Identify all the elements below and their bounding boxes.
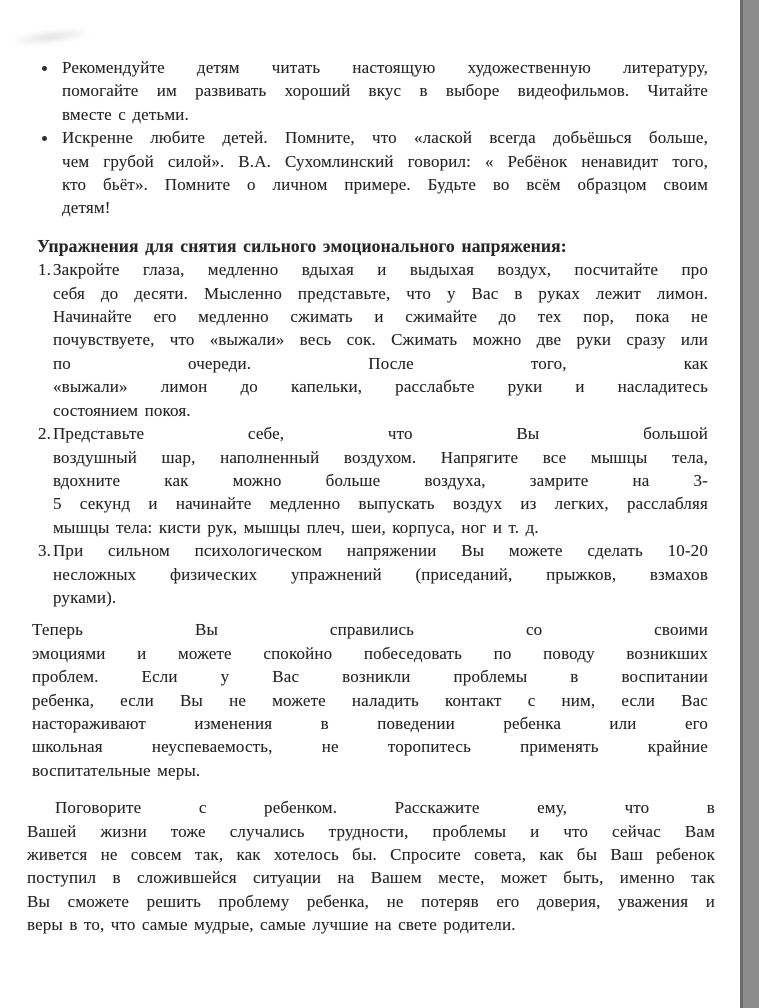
text-line: руками). (53, 587, 117, 607)
bullet-list (38, 56, 708, 220)
bullet-item (38, 56, 708, 126)
numbered-item-text (53, 422, 708, 539)
text-line: почувствуете, что «выжали» весь сок. Сжимать можно две руки сразу или (53, 330, 708, 350)
text-line: детям! (62, 198, 111, 218)
right-gutter-strip (740, 0, 759, 1008)
text-line: «выжали» лимон до капельки, расслабьте руки и насладитесь (53, 377, 708, 397)
text-line: 5 секунд и начинайте медленно выпускать воздух из легких, расслабляя (53, 494, 708, 514)
numbered-item (38, 422, 708, 539)
text-line: Искренне любите детей. Помните, что «лаской всегда добьёшься больше, (62, 128, 708, 148)
text-line: мышцы тела: кисти рук, мышцы плеч, шеи, корпуса, ног и т. д. (53, 517, 539, 537)
bullet-item-text (62, 126, 708, 220)
text-line: Представьте себе, что Вы большой (53, 424, 708, 444)
section-heading: Упражнения для снятия сильного эмоционального напряжения: (37, 235, 567, 256)
text-line: школьная неуспеваемость, не торопитесь применять крайние (32, 737, 708, 757)
text-line: Вашей жизни тоже случались трудности, проблемы и что сейчас Вам (27, 821, 715, 841)
text-line: Вы сможете решить проблему ребенка, не потеряв его доверия, уважения и (27, 891, 715, 911)
bullet-dot-icon (42, 136, 47, 141)
text-line: воспитательные меры. (32, 760, 201, 780)
bullet-marker (38, 126, 62, 220)
numbered-item (38, 539, 708, 609)
numbered-item-text (53, 258, 708, 422)
text-line: проблем. Если у Вас возникли проблемы в воспитании (32, 667, 708, 687)
text-line: себя до десяти. Мысленно представьте, что у Вас в руках лежит лимон. (53, 283, 708, 303)
text-line: При сильном психологическом напряжении Вы можете сделать 10-20 (53, 541, 708, 561)
bullet-marker (38, 56, 62, 126)
text-line: вместе с детьми. (62, 104, 189, 124)
numbered-item-text (53, 539, 708, 609)
text-line: поступил в сложившейся ситуации на Вашем месте, может быть, именно так (27, 868, 715, 888)
text-line: живется не совсем так, как хотелось бы. Спросите совета, как бы Ваш ребенок (27, 845, 715, 864)
body-paragraph (32, 618, 708, 782)
bullet-dot-icon (42, 66, 47, 71)
scan-smudge-artifact (7, 25, 93, 49)
text-line: Теперь Вы справились со своими (32, 620, 708, 640)
text-line: чем грубой силой». В.А. Сухомлинский говорил: « Ребёнок ненавидит того, (62, 151, 708, 171)
document-text-block (27, 56, 715, 937)
numbered-list (38, 258, 708, 609)
bullet-item-text (62, 56, 708, 126)
text-line: воздушный шар, наполненный воздухом. Напрягите все мышцы тела, (53, 447, 708, 467)
text-line: Закройте глаза, медленно вдыхая и выдыхая воздух, посчитайте про (53, 260, 708, 280)
numbered-item-marker: 2. (38, 424, 52, 444)
numbered-item-marker: 1. (38, 260, 52, 280)
text-line: помогайте им развивать хороший вкус в выборе видеофильмов. Читайте (62, 81, 708, 101)
text-line: кто бьёт». Помните о личном примере. Будьте во всём образцом своим (62, 175, 708, 195)
bullet-item (38, 126, 708, 220)
text-line: состоянием покоя. (53, 400, 191, 420)
text-line: Начинайте его медленно сжимать и сжимайте до тех пор, пока не (53, 307, 708, 327)
text-line: эмоциями и можете спокойно побеседовать по поводу возникших (32, 643, 708, 663)
text-line: Рекомендуйте детям читать настоящую художественную литературу, (62, 58, 708, 77)
body-paragraph (27, 796, 715, 936)
text-line: Поговорите с ребенком. Расскажите ему, что в (55, 798, 715, 818)
text-line: настораживают изменения в поведении ребенка или его (32, 713, 708, 733)
text-line: вдохните как можно больше воздуха, замрите на 3- (53, 470, 708, 490)
text-line: несложных физических упражнений (приседаний, прыжков, взмахов (53, 564, 708, 584)
numbered-item-marker: 3. (38, 541, 52, 561)
text-line: по очереди. После того, как (53, 353, 708, 373)
text-line: ребенка, если Вы не можете наладить контакт с ним, если Вас (32, 690, 708, 710)
text-line: веры в то, что самые мудрые, самые лучшие на свете родители. (27, 915, 516, 935)
numbered-item (38, 258, 708, 422)
